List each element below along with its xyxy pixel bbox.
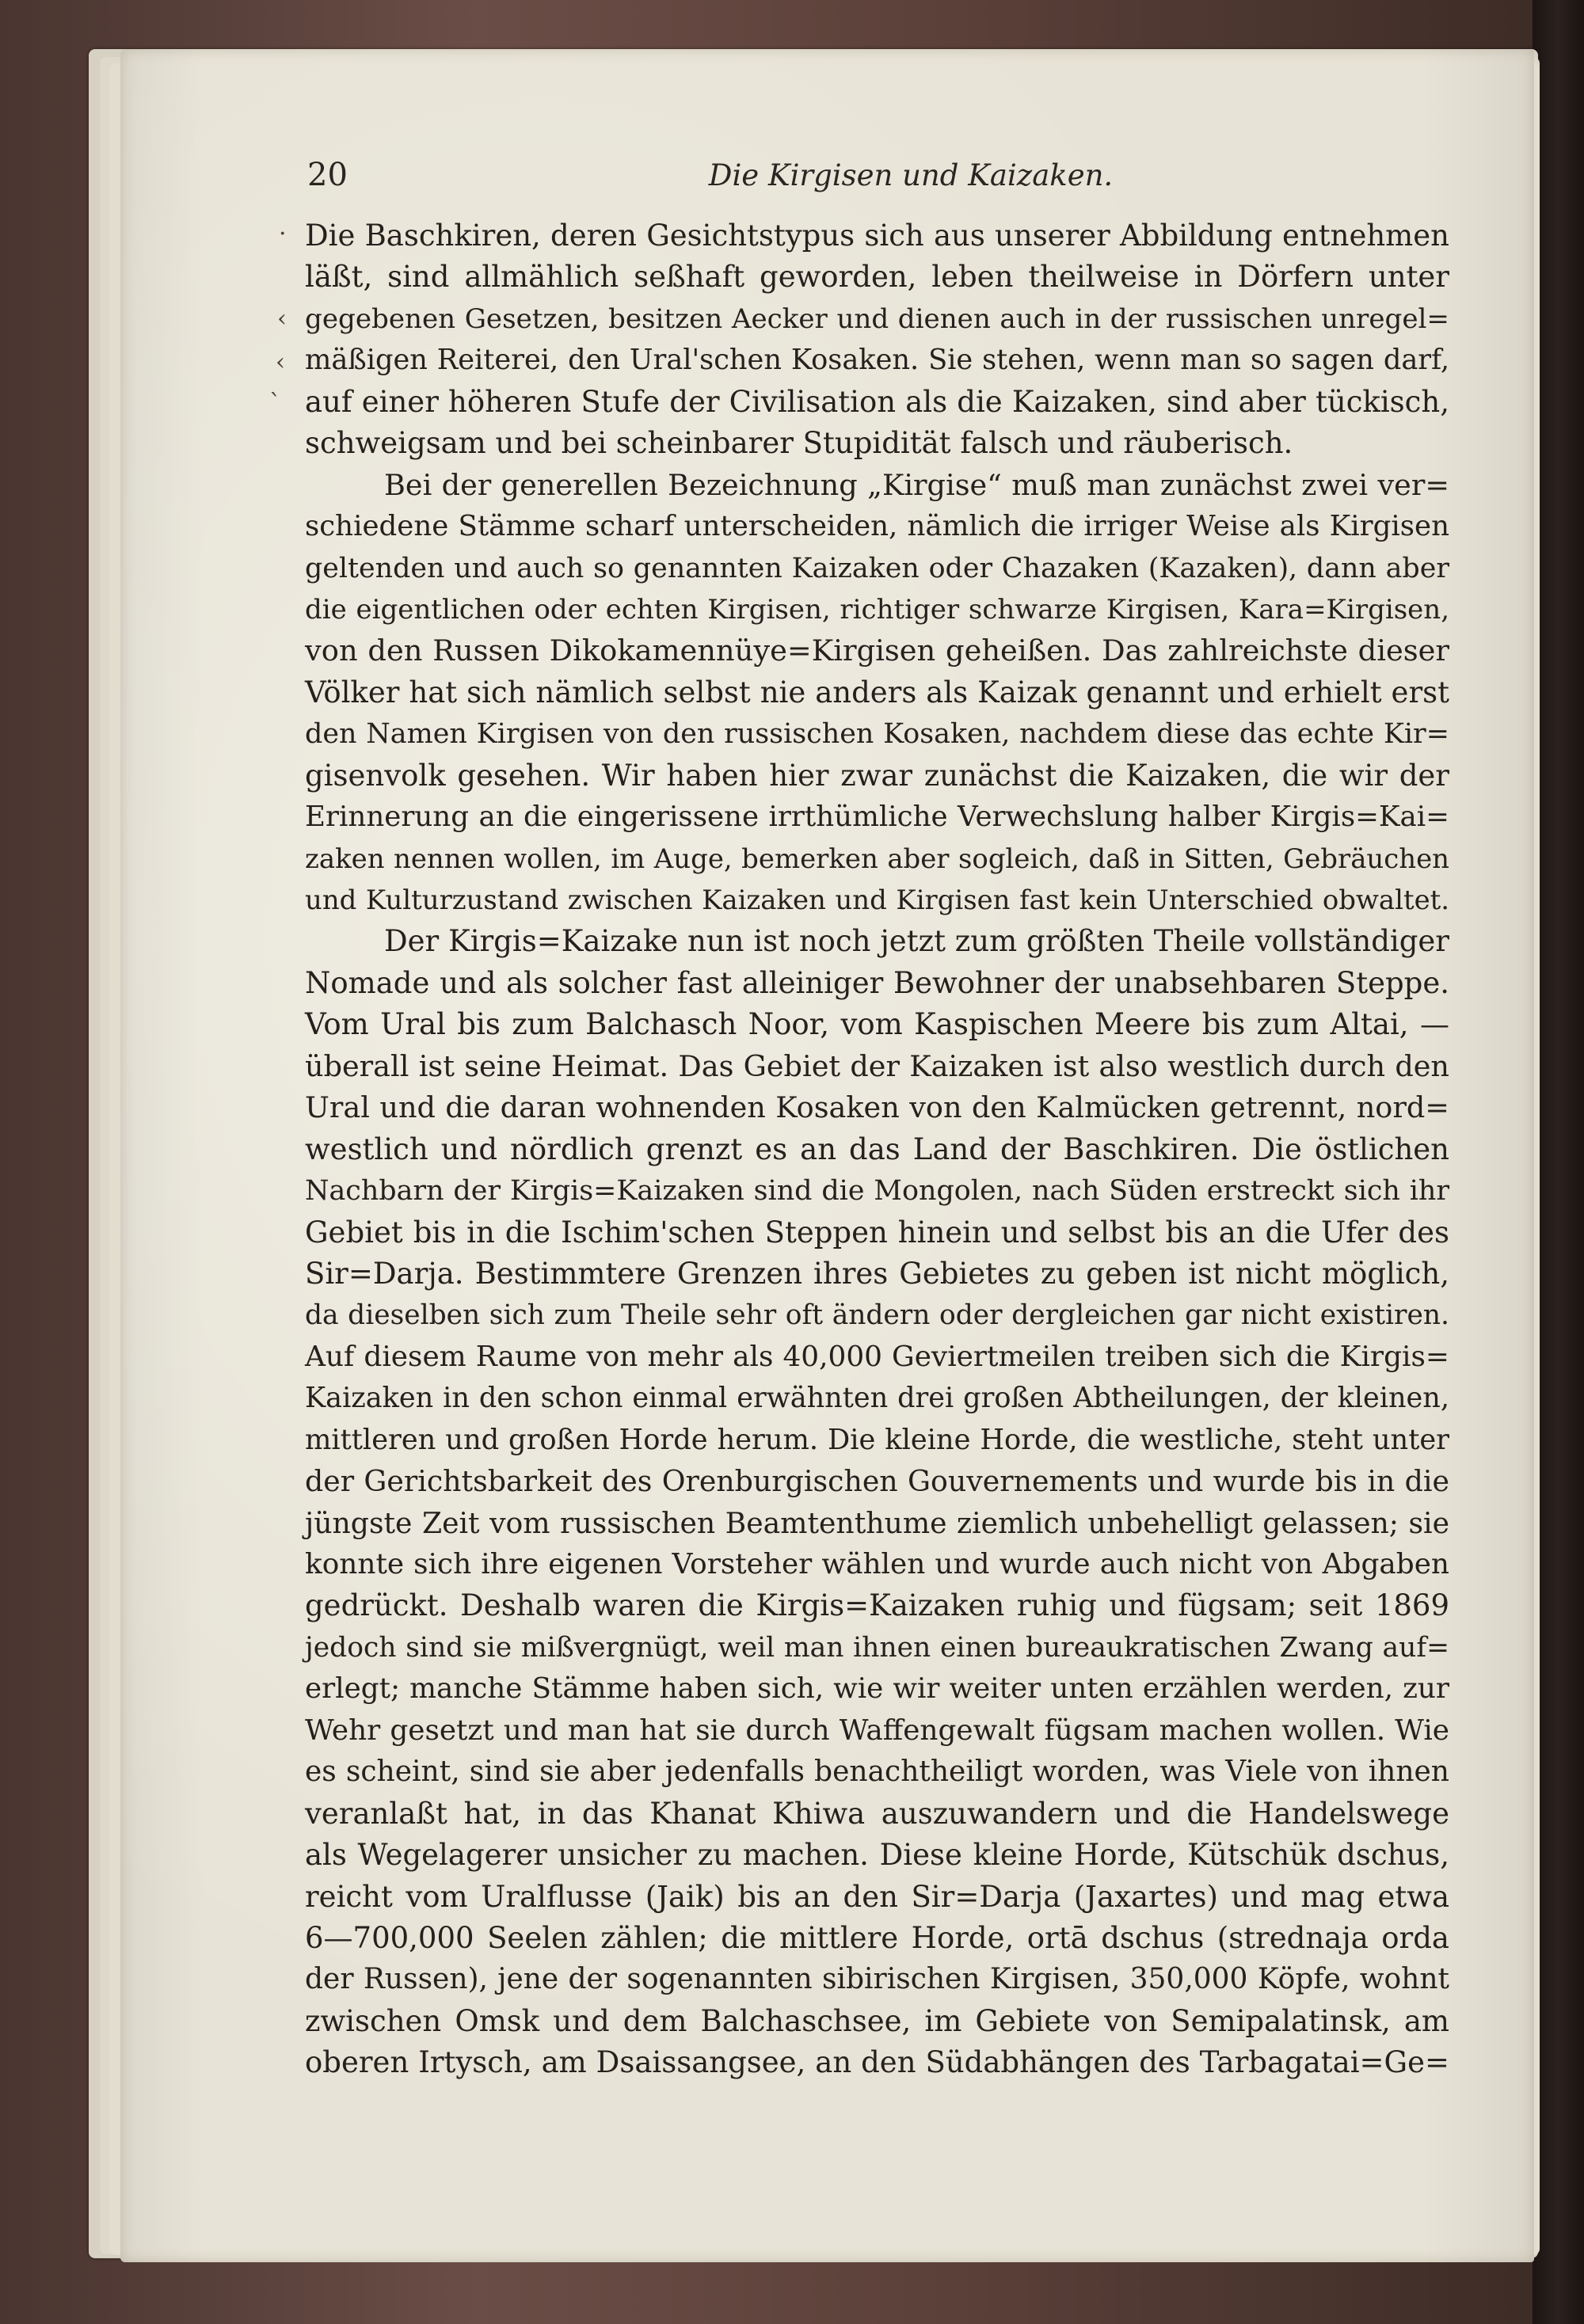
- page-number: 20: [307, 157, 348, 193]
- text-line: 6—700,000 Seelen zählen; die mittlere Horde, ortā dschus (strednaja orda: [305, 1920, 1449, 1955]
- text-line: Der Kirgis=Kaizake nun ist noch jetzt zum größten Theile vollständiger: [384, 924, 1449, 959]
- text-line: Nomade und als solcher fast alleiniger Bewohner der unabsehbaren Steppe.: [305, 965, 1449, 1000]
- page-header: [182, 157, 1536, 204]
- text-line: die eigentlichen oder echten Kirgisen, richtiger schwarze Kirgisen, Kara=Kirgisen,: [305, 593, 1449, 626]
- running-title: Die Kirgisen und Kaizaken.: [708, 158, 1114, 192]
- margin-mark: ‹: [276, 348, 285, 376]
- text-line: Bei der generellen Bezeichnung „Kirgise“ muß man zunächst zwei ver=: [384, 467, 1449, 502]
- text-line: jedoch sind sie mißvergnügt, weil man ihnen einen bureaukratischen Zwang auf=: [305, 1631, 1449, 1664]
- text-line: und Kulturzustand zwischen Kaizaken und Kirgisen fast kein Unterschied obwaltet.: [305, 884, 1449, 915]
- text-line: schiedene Stämme scharf unterscheiden, nämlich die irriger Weise als Kirgisen: [305, 510, 1449, 543]
- text-line: zaken nennen wollen, im Auge, bemerken aber sogleich, daß in Sitten, Gebräuchen: [305, 842, 1449, 874]
- body-text: [305, 215, 1449, 2084]
- text-line: westlich und nördlich grenzt es an das Land der Baschkiren. Die östlichen: [305, 1132, 1449, 1166]
- text-line: mäßigen Reiterei, den Ural'schen Kosaken. Sie stehen, wenn man so sagen darf,: [305, 344, 1449, 377]
- text-line: den Namen Kirgisen von den russischen Kosaken, nachdem diese das echte Kir=: [305, 718, 1449, 751]
- text-line: Nachbarn der Kirgis=Kaizaken sind die Mongolen, nach Süden erstreckt sich ihr: [305, 1175, 1449, 1208]
- text-line: veranlaßt hat, in das Khanat Khiwa auszuwandern und die Handelswege: [305, 1796, 1449, 1831]
- text-line: Ural und die daran wohnenden Kosaken von den Kalmücken getrennt, nord=: [305, 1090, 1449, 1125]
- text-line: jüngste Zeit vom russischen Beamtenthume ziemlich unbehelligt gelassen; sie: [305, 1505, 1449, 1540]
- text-line: auf einer höheren Stufe der Civilisation als die Kaizaken, sind aber tückisch,: [305, 384, 1449, 419]
- text-line: konnte sich ihre eigenen Vorsteher wählen und wurde auch nicht von Abgaben: [305, 1548, 1449, 1580]
- text-line: gegebenen Gesetzen, besitzen Aecker und dienen auch in der russischen unregel=: [305, 302, 1449, 335]
- text-line: der Russen), jene der sogenannten sibirischen Kirgisen, 350,000 Köpfe, wohnt: [305, 1963, 1449, 1996]
- text-line: oberen Irtysch, am Dsaissangsee, an den Südabhängen des Tarbagatai=Ge=: [305, 2045, 1449, 2080]
- text-line: Vom Ural bis zum Balchasch Noor, vom Kaspischen Meere bis zum Altai, —: [305, 1007, 1449, 1042]
- text-line: mittleren und großen Horde herum. Die kleine Horde, die westliche, steht unter: [305, 1423, 1449, 1456]
- page-edge-shadow: [1533, 0, 1584, 2324]
- text-line: schweigsam und bei scheinbarer Stupidität falsch und räuberisch.: [305, 426, 1293, 461]
- text-line: Wehr gesetzt und man hat sie durch Waffengewalt fügsam machen wollen. Wie: [305, 1714, 1449, 1747]
- text-line: läßt, sind allmählich seßhaft geworden, leben theilweise in Dörfern unter: [305, 260, 1449, 295]
- text-line: gedrückt. Deshalb waren die Kirgis=Kaizaken ruhig und fügsam; seit 1869: [305, 1588, 1449, 1623]
- text-line: gisenvolk gesehen. Wir haben hier zwar zunächst die Kaizaken, die wir der: [305, 758, 1449, 793]
- text-line: Völker hat sich nämlich selbst nie anders als Kaizak genannt und erhielt erst: [305, 675, 1449, 709]
- text-line: von den Russen Dikokamennüye=Kirgisen geheißen. Das zahlreichste dieser: [305, 633, 1449, 668]
- text-line: als Wegelagerer unsicher zu machen. Diese kleine Horde, Kütschük dschus,: [305, 1838, 1449, 1873]
- margin-mark: `: [269, 390, 281, 417]
- text-line: reicht vom Uralflusse (Jaik) bis an den Sir=Darja (Jaxartes) und mag etwa: [305, 1879, 1449, 1914]
- margin-mark: ‹: [277, 305, 287, 333]
- text-line: Kaizaken in den schon einmal erwähnten drei großen Abtheilungen, der kleinen,: [305, 1382, 1449, 1415]
- text-line: Gebiet bis in die Ischim'schen Steppen hinein und selbst bis an die Ufer des: [305, 1215, 1449, 1249]
- text-line: der Gerichtsbarkeit des Orenburgischen Gouvernements und wurde bis in die: [305, 1464, 1449, 1499]
- text-line: geltenden und auch so genannten Kaizaken oder Chazaken (Kazaken), dann aber: [305, 552, 1449, 584]
- text-line: Die Baschkiren, deren Gesichtstypus sich aus unserer Abbildung entnehmen: [305, 219, 1449, 253]
- text-line: zwischen Omsk und dem Balchaschsee, im Gebiete von Semipalatinsk, am: [305, 2003, 1449, 2038]
- text-line: erlegt; manche Stämme haben sich, wie wir weiter unten erzählen werden, zur: [305, 1672, 1449, 1706]
- text-line: Auf diesem Raume von mehr als 40,000 Geviertmeilen treiben sich die Kirgis=: [305, 1340, 1449, 1373]
- text-line: Erinnerung an die eingerissene irrthümliche Verwechslung halber Kirgis=Kai=: [305, 801, 1449, 834]
- text-line: es scheint, sind sie aber jedenfalls benachtheiligt worden, was Viele von ihnen: [305, 1755, 1449, 1789]
- text-line: überall ist seine Heimat. Das Gebiet der Kaizaken ist also westlich durch den: [305, 1048, 1449, 1083]
- text-line: Sir=Darja. Bestimmtere Grenzen ihres Gebietes zu geben ist nicht möglich,: [305, 1256, 1449, 1291]
- margin-mark: ·: [279, 220, 287, 248]
- text-line: da dieselben sich zum Theile sehr oft ändern oder dergleichen gar nicht existiren.: [305, 1299, 1449, 1332]
